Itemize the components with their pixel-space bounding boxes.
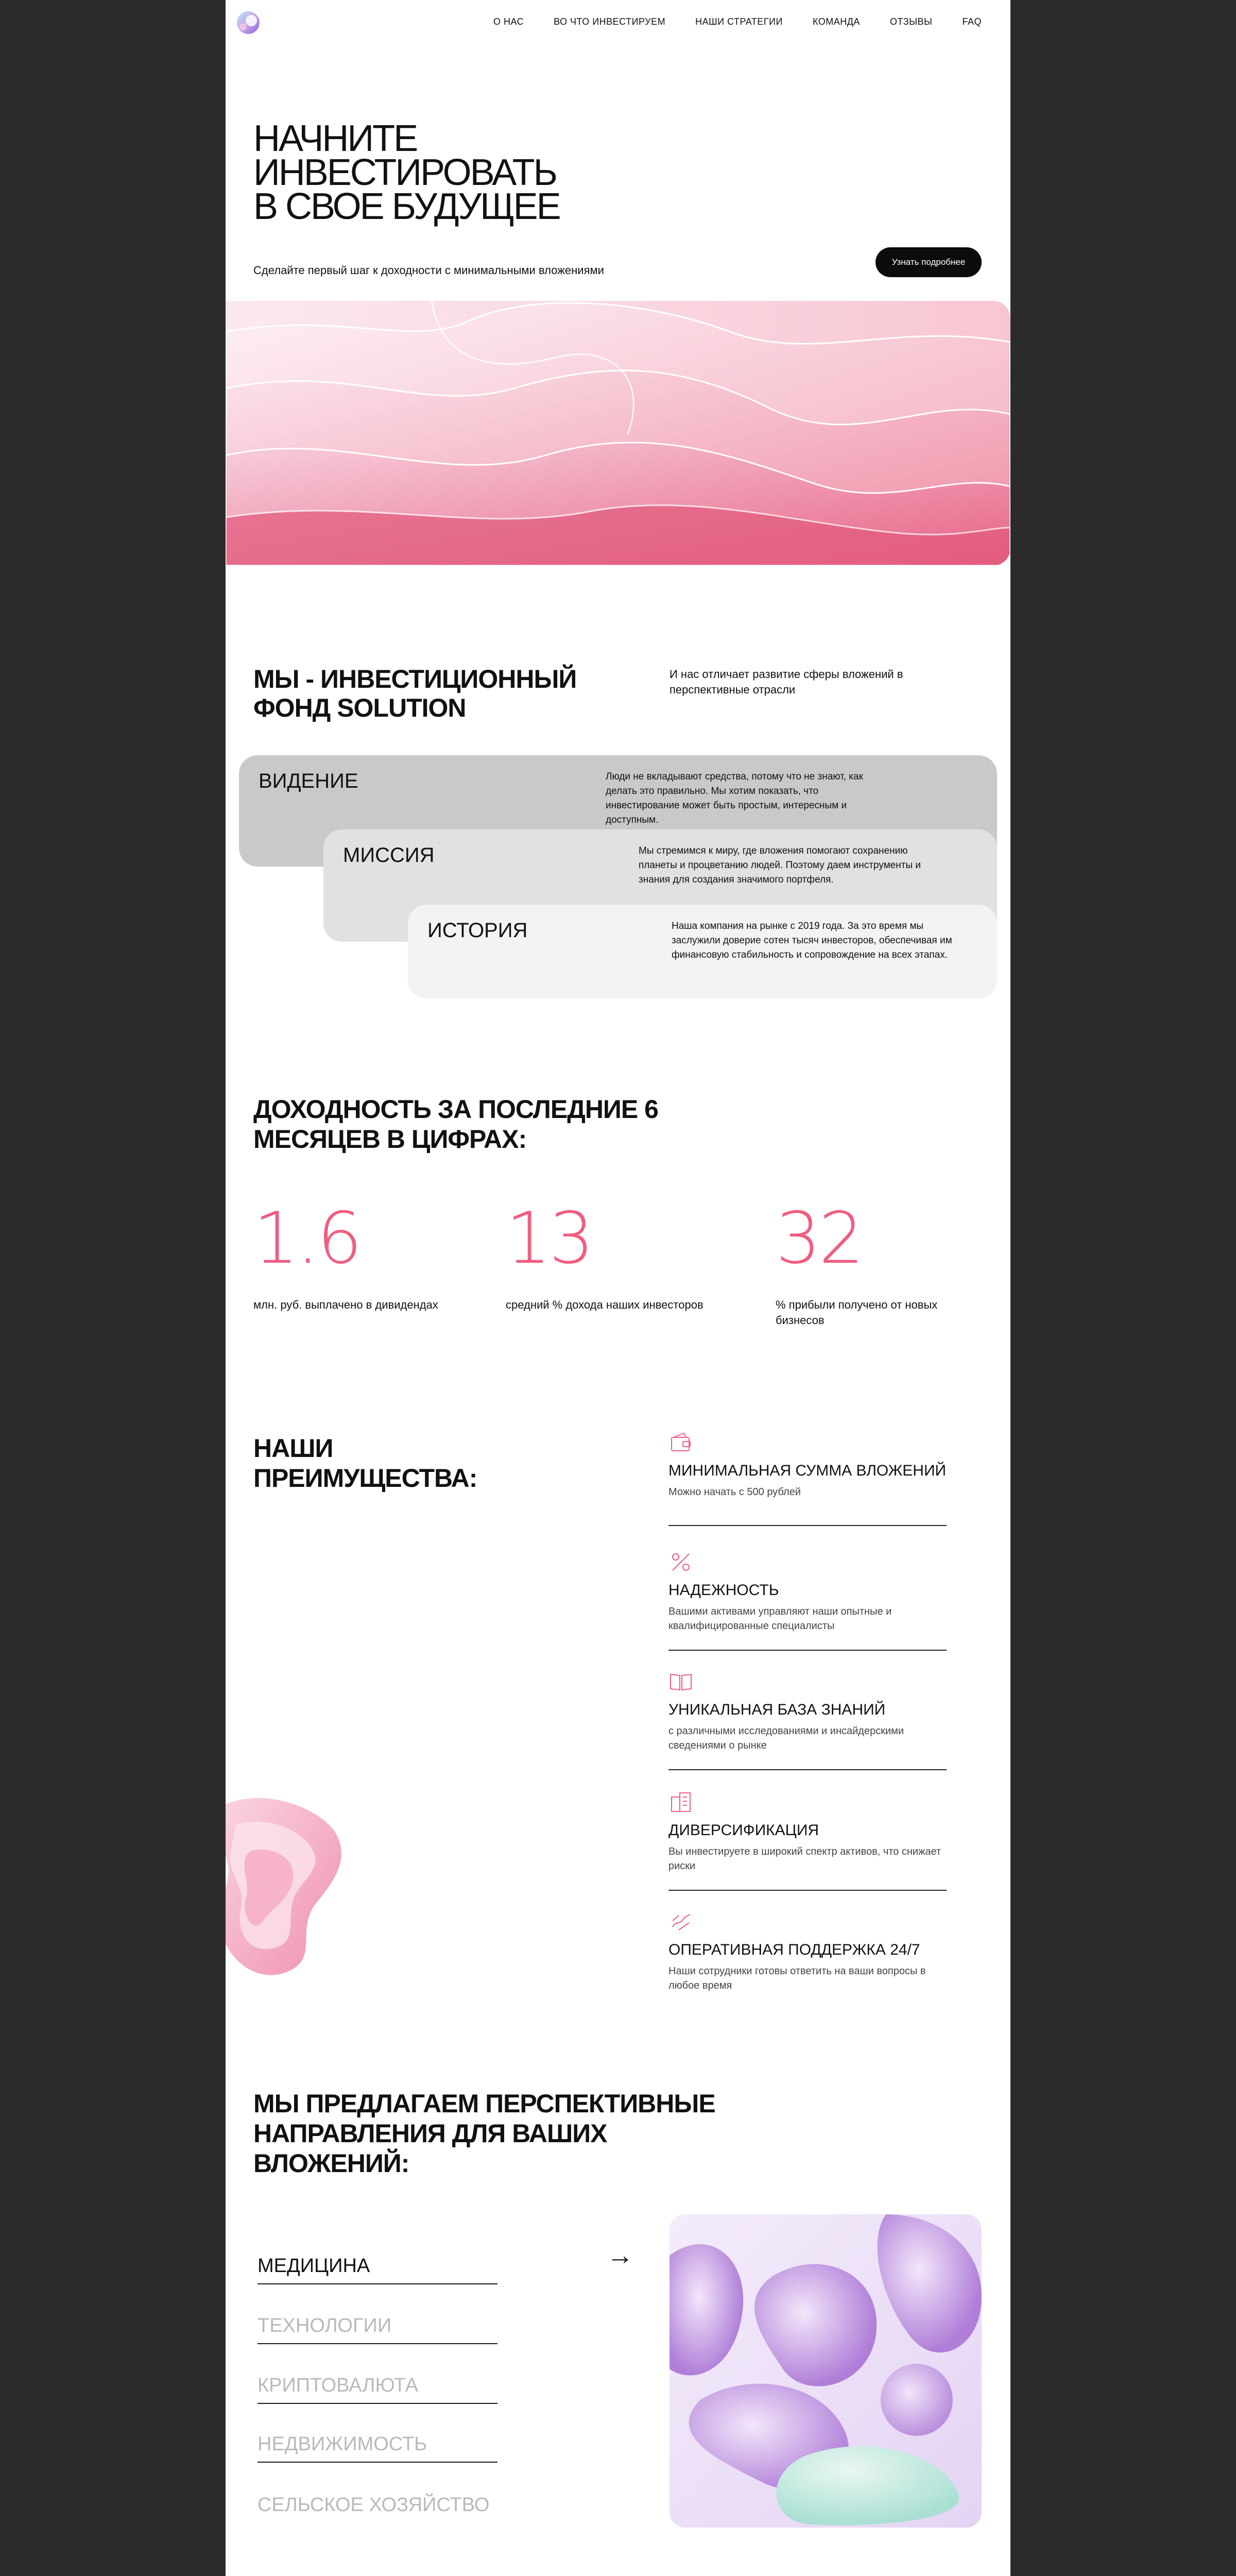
advantages-title-text: НАШИ ПРЕИМУЩЕСТВА: (253, 1434, 477, 1493)
advantage-title: ОПЕРАТИВНАЯ ПОДДЕРЖКА 24/7 (668, 1941, 920, 1958)
pink-blob-image (226, 1794, 349, 1979)
stat-value: 13 (506, 1197, 592, 1280)
vision-text: Люди не вкладывают средства, потому что не знают, как делать это правильно. Мы хотим показать, что инвестирование может быть простым, интересным и доступным. (606, 771, 863, 825)
stat-caption: % прибыли получено от новых бизнесов (776, 1298, 938, 1327)
book-icon (668, 1669, 693, 1694)
arrow-right-icon[interactable]: → (607, 2241, 633, 2270)
history-title: ИСТОРИЯ (427, 919, 528, 942)
support-icon (668, 1909, 693, 1934)
direction-label: ТЕХНОЛОГИИ (258, 2315, 392, 2336)
stat-caption: млн. руб. выплачено в дивидендах (253, 1298, 438, 1311)
buildings-icon (668, 1790, 693, 1815)
stat-value: 32 (776, 1197, 862, 1280)
vision-title: ВИДЕНИЕ (259, 770, 358, 792)
hero-wave-image (226, 301, 1010, 566)
advantage-title: УНИКАЛЬНАЯ БАЗА ЗНАНИЙ (668, 1701, 886, 1718)
nav-faq[interactable]: FAQ (962, 16, 982, 27)
history-card (408, 905, 997, 998)
direction-label: МЕДИЦИНА (258, 2255, 370, 2277)
direction-item-real-estate[interactable] (258, 2432, 497, 2463)
advantage-item (668, 1669, 947, 1767)
stat-value: 1.6 (253, 1197, 360, 1280)
directions-title: МЫ ПРЕДЛАГАЕМ ПЕРСПЕКТИВНЫЕ НАПРАВЛЕНИЯ ДЛЯ ВАШИХ ВЛОЖЕНИЙ: (253, 2089, 715, 2178)
advantage-title: НАДЕЖНОСТЬ (668, 1582, 779, 1599)
stats-title: ДОХОДНОСТЬ ЗА ПОСЛЕДНИЕ 6 МЕСЯЦЕВ В ЦИФРАХ: (253, 1095, 658, 1154)
about-side-text: И нас отличает развитие сферы вложений в перспективные отрасли (670, 668, 903, 696)
purple-blob-image (670, 2214, 982, 2528)
hero-title-line: ИНВЕСТИРОВАТЬ (253, 152, 556, 193)
stat-caption: средний % дохода наших инвесторов (506, 1298, 703, 1311)
nav-strategies[interactable]: НАШИ СТРАТЕГИИ (695, 16, 783, 27)
divider (668, 1890, 947, 1891)
nav-team[interactable]: КОМАНДА (812, 16, 860, 27)
top-nav (226, 0, 1010, 46)
page (226, 0, 1010, 2576)
advantage-text: Вы инвестируете в широкий спектр активов, что снижает риски (668, 1846, 941, 1872)
advantage-text: Можно начать с 500 рублей (668, 1486, 801, 1498)
direction-item-crypto[interactable] (258, 2373, 497, 2404)
advantage-text: Вашими активами управляют наши опытные и квалифицированные специалисты (668, 1606, 892, 1632)
learn-more-button[interactable]: Узнать подробнее (876, 247, 982, 277)
nav-invest[interactable]: ВО ЧТО ИНВЕСТИРУЕМ (554, 16, 666, 27)
mission-text: Мы стремимся к миру, где вложения помогают сохранению планеты и процветанию людей. Поэтому даем инструменты и знания для создания значимого портфеля. (639, 845, 921, 885)
percent-icon (668, 1550, 693, 1574)
direction-item-technology[interactable] (258, 2313, 497, 2344)
divider (668, 1650, 947, 1651)
advantage-title: МИНИМАЛЬНАЯ СУММА ВЛОЖЕНИЙ (668, 1462, 947, 1479)
advantage-text: с различными исследованиями и инсайдерскими сведениями о рынке (668, 1725, 904, 1751)
direction-item-agriculture[interactable] (258, 2492, 546, 2522)
hero-subtitle: Сделайте первый шаг к доходности с минимальными вложениями (253, 264, 604, 277)
about-title: МЫ - ИНВЕСТИЦИОННЫЙ ФОНД SOLUTION (253, 665, 577, 722)
advantages-title (253, 1433, 490, 1493)
advantage-title: ДИВЕРСИФИКАЦИЯ (668, 1822, 819, 1839)
divider (668, 1769, 947, 1770)
advantage-item (668, 1550, 947, 1648)
mission-title: МИССИЯ (343, 844, 435, 867)
advantage-item (668, 1790, 947, 1888)
direction-label: СЕЛЬСКОЕ ХОЗЯЙСТВО (258, 2494, 490, 2516)
nav-menu (464, 16, 982, 27)
nav-reviews[interactable]: ОТЗЫВЫ (889, 16, 933, 27)
advantage-item (668, 1430, 947, 1528)
advantage-text: Наши сотрудники готовы ответить на ваши вопросы в любое время (668, 1965, 926, 1991)
nav-about[interactable]: О НАС (493, 16, 524, 27)
hero-title-line: В СВОЕ БУДУЩЕЕ (253, 186, 560, 227)
direction-item-medicine[interactable] (258, 2253, 497, 2284)
wallet-icon (668, 1430, 693, 1455)
hero-title-line: НАЧНИТЕ (253, 118, 417, 159)
direction-label: КРИПТОВАЛЮТА (258, 2375, 418, 2396)
advantage-item (668, 1909, 947, 2007)
logo-icon[interactable] (235, 9, 262, 36)
divider (668, 1525, 947, 1526)
history-text: Наша компания на рынке с 2019 года. За это время мы заслужили доверие сотен тысяч инвесторов, обеспечивая им финансовую стабильность и сопровождение на всех этапах. (672, 921, 952, 960)
hero-title (253, 118, 665, 227)
direction-label: НЕДВИЖИМОСТЬ (258, 2433, 427, 2455)
